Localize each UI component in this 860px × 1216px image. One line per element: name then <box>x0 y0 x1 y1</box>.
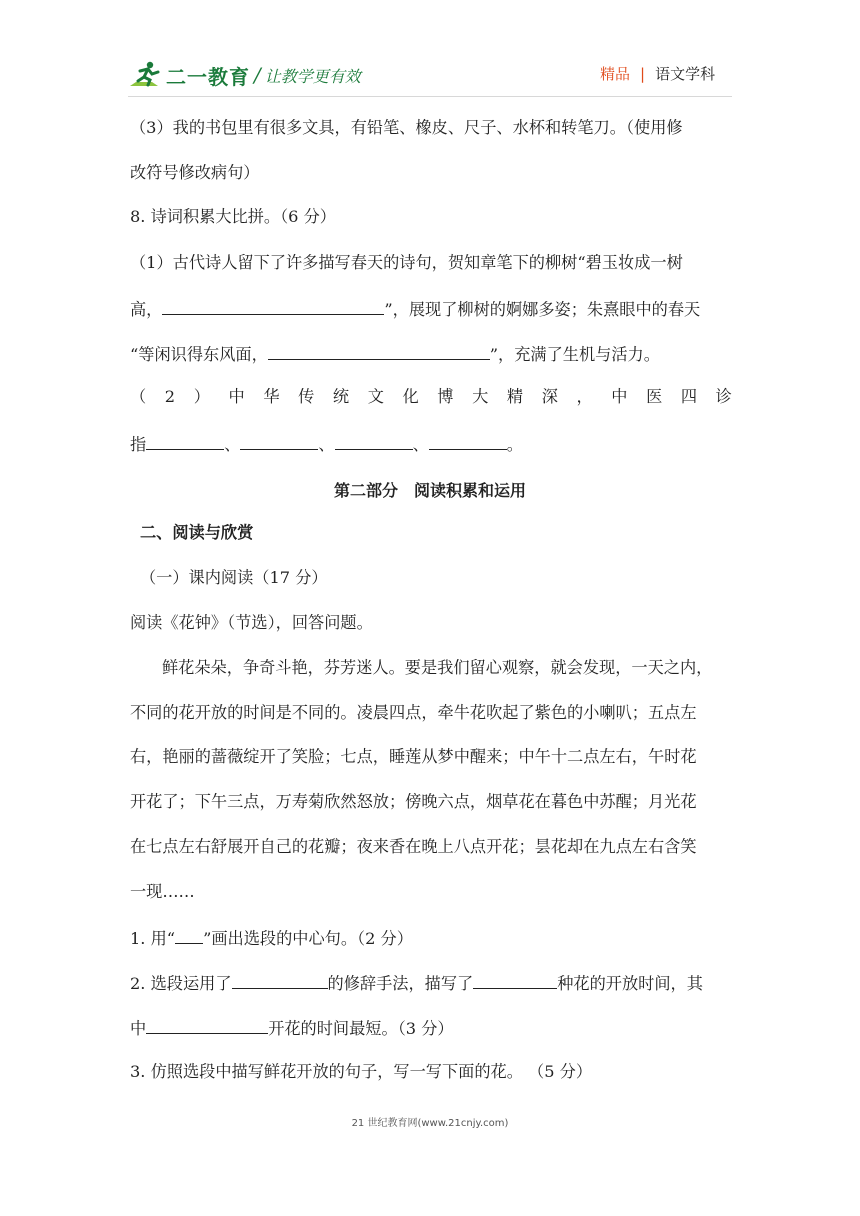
instruction-text: 阅读《花钟》（节选），回答问题。 <box>130 613 373 632</box>
char: ） <box>193 387 210 406</box>
logo-slogan: 让教学更有效 <box>264 66 361 86</box>
char: ， <box>576 387 593 406</box>
passage-line: 一现…… <box>130 882 195 901</box>
answer-blank[interactable] <box>335 432 413 450</box>
char: 博 <box>437 387 454 406</box>
char: 传 <box>298 387 315 406</box>
passage-line: 在七点左右舒展开自己的花瓣；夜来香在晚上八点开花；昙花却在九点左右含笑 <box>130 837 697 856</box>
separator: 、 <box>318 435 335 454</box>
answer-blank[interactable] <box>146 1016 268 1034</box>
logo-name: 二一教育 <box>166 64 250 89</box>
text-line: （3）我的书包里有很多文具，有铅笔、橡皮、尺子、水杯和转笔刀。（使用修 <box>130 118 683 137</box>
separator: 、 <box>412 435 429 454</box>
char: 华 <box>263 387 280 406</box>
quality-tag: 精品 <box>600 65 631 83</box>
header-divider <box>128 96 732 97</box>
text-fragment: 1. 用“ <box>130 929 176 948</box>
page-header <box>0 0 860 98</box>
section-title: 第二部分 阅读积累和运用 <box>333 481 526 500</box>
answer-blank[interactable] <box>240 432 318 450</box>
text-fragment: 指 <box>130 435 147 454</box>
runner-logo-icon <box>128 60 164 90</box>
question-8-heading: 8. 诗词积累大比拼。（6 分） <box>130 207 336 226</box>
char: 中 <box>228 387 245 406</box>
text-fragment: 高， <box>130 300 163 319</box>
char: 诊 <box>715 387 732 406</box>
char: 2 <box>164 387 176 406</box>
passage-line: 不同的花开放的时间是不同的。凌晨四点，牵牛花吹起了紫色的小喇叭；五点左 <box>130 703 697 722</box>
text-line: （1）古代诗人留下了许多描写春天的诗句，贺知章笔下的柳树“碧玉妆成一树 <box>130 253 683 272</box>
question-2 <box>130 971 732 995</box>
underline-sample <box>175 926 203 944</box>
text-fragment: “等闲识得东风面， <box>130 345 268 364</box>
answer-blank[interactable] <box>146 432 224 450</box>
text-line <box>130 432 732 456</box>
subject-label: 语文学科 <box>655 65 716 83</box>
question-2-cont <box>130 1016 732 1040</box>
passage-line: 鲜花朵朵，争奇斗艳，芬芳迷人。要是我们留心观察，就会发现，一天之内， <box>162 658 713 677</box>
char: 化 <box>402 387 419 406</box>
text-fragment: ”，展现了柳树的婀娜多姿；朱熹眼中的春天 <box>384 300 701 319</box>
subsection-heading: （一）课内阅读（17 分） <box>140 568 328 587</box>
logo <box>128 58 363 92</box>
text-fragment: ”画出选段的中心句。（2 分） <box>203 929 413 948</box>
passage-line: 开花了；下午三点，万寿菊欣然怒放；傍晚六点，烟草花在暮色中苏醒；月光花 <box>130 792 697 811</box>
char: 大 <box>472 387 489 406</box>
answer-blank[interactable] <box>268 342 490 360</box>
answer-blank[interactable] <box>162 297 384 315</box>
passage-line: 右，艳丽的蔷薇绽开了笑脸；七点，睡莲从梦中醒来；中午十二点左右，午时花 <box>130 747 697 766</box>
char: 医 <box>646 387 663 406</box>
text-fragment: 种花的开放时间，其 <box>557 974 703 993</box>
page-footer: 21 世纪教育网(www.21cnjy.com) <box>351 1118 509 1129</box>
spread-text-line <box>130 386 732 408</box>
text-fragment: 。 <box>506 435 523 454</box>
char: （ <box>130 387 147 406</box>
text-fragment: 开花的时间最短。（3 分） <box>268 1019 454 1038</box>
logo-slash: / <box>254 63 261 87</box>
answer-blank[interactable] <box>429 432 507 450</box>
char: 四 <box>680 387 698 406</box>
text-line <box>130 297 732 321</box>
header-separator: | <box>640 64 646 83</box>
char: 深 <box>541 387 558 406</box>
char: 中 <box>611 387 628 406</box>
char: 文 <box>367 387 384 406</box>
separator: 、 <box>224 435 241 454</box>
section-heading: 二、阅读与欣赏 <box>140 523 254 542</box>
text-line: 改符号修改病句） <box>130 163 260 182</box>
answer-blank[interactable] <box>232 971 328 989</box>
char: 精 <box>506 387 524 406</box>
header-right <box>600 63 715 84</box>
text-fragment: ”，充满了生机与活力。 <box>489 345 660 364</box>
text-fragment: 中 <box>130 1019 147 1038</box>
text-line <box>130 342 732 366</box>
text-fragment: 2. 选段运用了 <box>130 974 232 993</box>
answer-blank[interactable] <box>473 971 557 989</box>
question-1 <box>130 926 732 950</box>
question-3: 3. 仿照选段中描写鲜花开放的句子，写一写下面的花。 （5 分） <box>130 1062 593 1081</box>
text-fragment: 的修辞手法，描写了 <box>327 974 474 993</box>
char: 统 <box>332 387 350 406</box>
